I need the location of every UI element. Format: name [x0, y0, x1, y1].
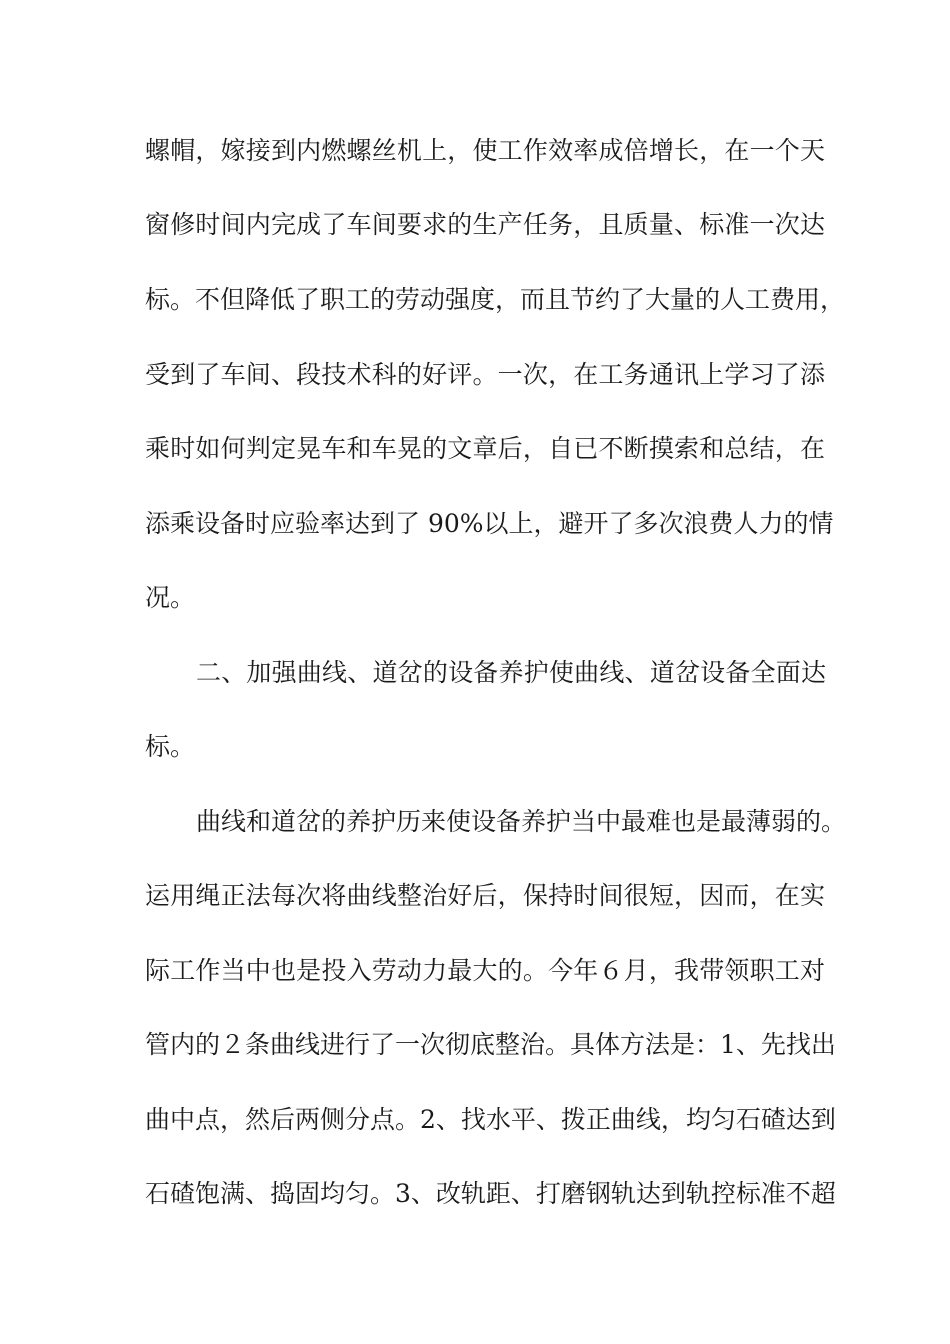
text-line: 标。不但降低了职工的劳动强度，而且节约了大量的人工费用， [145, 285, 846, 314]
text-line: 石碴饱满、捣固均匀。3、改轨距、打磨钢轨达到轨控标准不超 [145, 1179, 836, 1208]
text-line: 际工作当中也是投入劳动力最大的。今年６月，我带领职工对 [145, 956, 825, 985]
section-heading: 二、加强曲线、道岔的设备养护使曲线、道岔设备全面达 [196, 658, 826, 687]
section-heading-continued: 标。 [145, 732, 196, 761]
text-line: 曲中点，然后两侧分点。2、找水平、拨正曲线，均匀石碴达到 [145, 1105, 836, 1134]
paragraph-first-line: 曲线和道岔的养护历来使设备养护当中最难也是最薄弱的。 [196, 807, 847, 836]
text-line: 运用绳正法每次将曲线整治好后，保持时间很短，因而，在实 [145, 881, 825, 910]
text-line: 螺帽，嫁接到内燃螺丝机上，使工作效率成倍增长，在一个天 [145, 136, 825, 165]
text-line: 窗修时间内完成了车间要求的生产任务，且质量、标准一次达 [145, 210, 825, 239]
text-line: 况。 [145, 583, 196, 612]
text-line: 管内的２条曲线进行了一次彻底整治。具体方法是：1、先找出 [145, 1030, 836, 1059]
text-line: 乘时如何判定晃车和车晃的文章后，自已不断摸索和总结，在 [145, 434, 825, 463]
text-line: 受到了车间、段技术科的好评。一次，在工务通讯上学习了添 [145, 360, 825, 389]
text-line: 添乘设备时应验率达到了 90%以上，避开了多次浪费人力的情 [145, 509, 834, 538]
